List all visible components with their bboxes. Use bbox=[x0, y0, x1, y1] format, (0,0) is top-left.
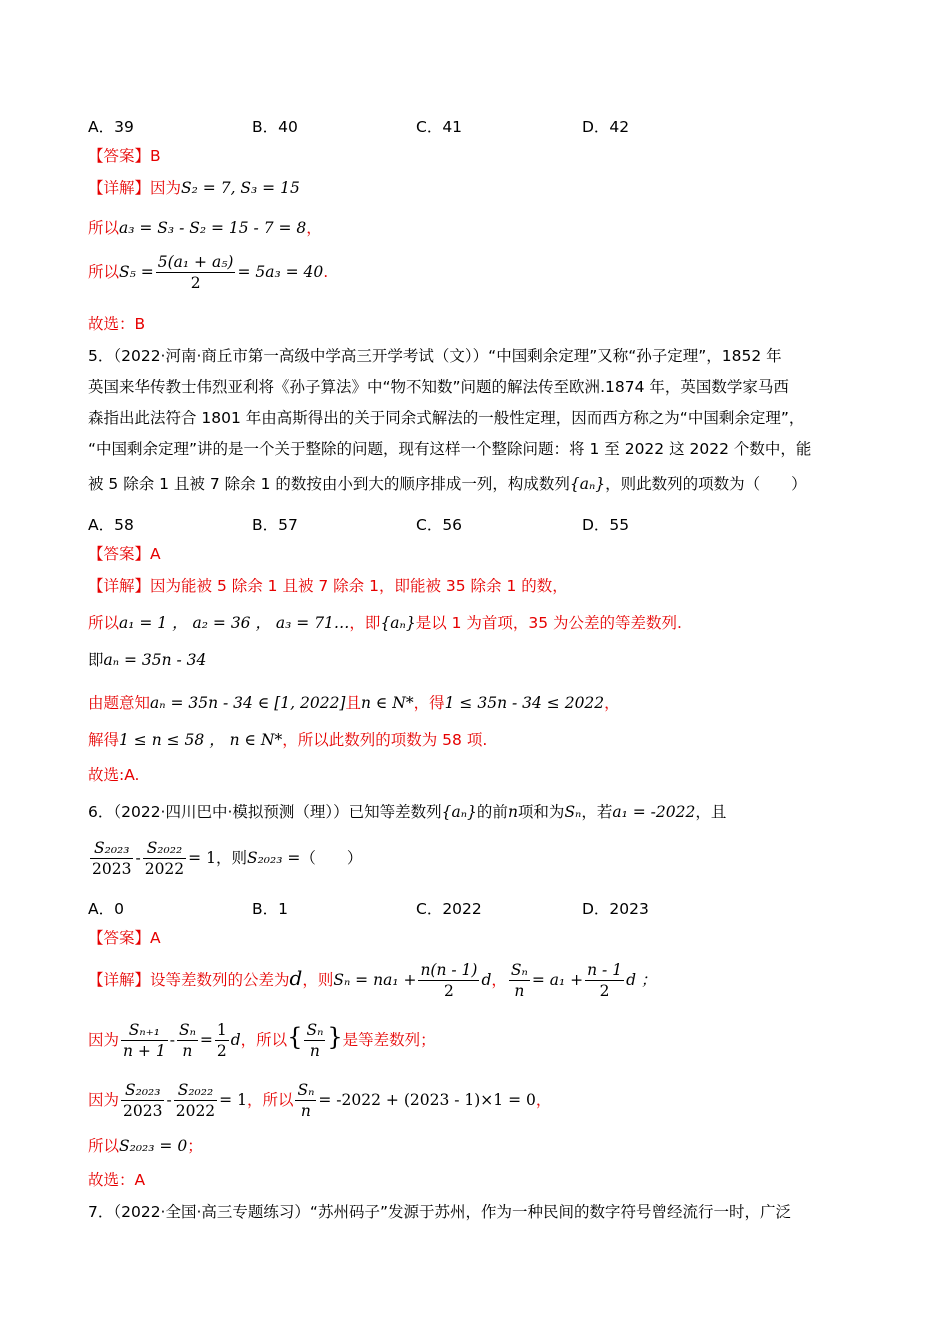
q5-l2-math2: {aₙ} bbox=[380, 614, 416, 632]
q6-d2-d: d bbox=[230, 1031, 241, 1049]
q5-detail-label: 【详解】 bbox=[88, 577, 151, 595]
q5-choice: 故选:A. bbox=[88, 766, 140, 784]
q6-option-a: A．0 bbox=[88, 900, 124, 918]
q6-d3-fraction-2 bbox=[174, 1080, 217, 1121]
q4-line3-lhs: S₅ = bbox=[119, 263, 154, 281]
q6-d1-fraction-3 bbox=[585, 960, 624, 1001]
q6-d2-fraction-1 bbox=[121, 1020, 168, 1061]
q6-options bbox=[88, 897, 848, 917]
q6-d2-f1-den: n + 1 bbox=[123, 1042, 166, 1060]
q6-d3-rhs: = -2022 + (2023 - 1)×1 = 0 bbox=[318, 1091, 536, 1109]
q6-d2-suffix: 是等差数列； bbox=[342, 1031, 436, 1049]
q4-line3-prefix: 所以 bbox=[88, 263, 120, 281]
q6-d1-f3-den: 2 bbox=[599, 982, 610, 1000]
q6-d3-fraction-1 bbox=[121, 1080, 164, 1121]
q6-detail-line-2 bbox=[88, 1020, 436, 1061]
q5-stem-line-5 bbox=[88, 474, 807, 494]
q6-d2-brace-close: } bbox=[327, 1023, 343, 1051]
q6-d2-eq: = bbox=[199, 1031, 213, 1049]
q6-stem-line-1 bbox=[88, 802, 726, 822]
q5-detail-line-5 bbox=[88, 730, 487, 750]
q6-d1-f2-den: n bbox=[514, 982, 525, 1000]
q5-l2-suffix: 是以 1 为首项，35 为公差的等差数列. bbox=[415, 614, 682, 632]
q6-d3-mid: ，所以 bbox=[246, 1091, 294, 1109]
q6-d1-mid: ，则 bbox=[302, 971, 334, 989]
q6-d3-f2-den: 2022 bbox=[175, 1102, 216, 1120]
q6-d4-suffix: ； bbox=[187, 1137, 203, 1155]
q5-l4-prefix: 由题意知 bbox=[88, 694, 151, 712]
q6-d1-math: Sₙ = na₁ + bbox=[333, 971, 417, 989]
q6-option-d: D．2023 bbox=[582, 900, 649, 918]
q6-detail-line-1 bbox=[88, 960, 656, 1001]
q5-l5-suffix: ，所以此数列的项数为 58 项. bbox=[282, 731, 488, 749]
q5-l2-math: a₁ = 1 ， a₂ = 36 ， a₃ = 71… bbox=[119, 614, 350, 632]
q6-d2-prefix: 因为 bbox=[88, 1031, 120, 1049]
q6-stem-l1-sn: Sₙ bbox=[564, 803, 582, 821]
q6-option-c: C．2022 bbox=[416, 900, 482, 918]
q6-stem-l1a: 6．（2022·四川巴中·模拟预测（理））已知等差数列 bbox=[88, 803, 442, 821]
q6-stem-l2c: （ ） bbox=[300, 849, 363, 867]
q6-d1-math-end: d bbox=[481, 971, 492, 989]
q5-detail-text: 因为能被 5 除余 1 且被 7 除余 1，即能被 35 除余 1 的数， bbox=[150, 577, 568, 595]
q4-line3-den: 2 bbox=[190, 274, 201, 292]
q6-d3-f1-num: S₂₀₂₃ bbox=[121, 1080, 164, 1101]
q4-line2-suffix: ， bbox=[306, 219, 322, 237]
q6-stem-l1e: ，且 bbox=[695, 803, 727, 821]
q6-stem-f2-den: 2022 bbox=[144, 860, 185, 878]
q5-l5-math: 1 ≤ n ≤ 58 ， n ∈ N* bbox=[119, 731, 283, 749]
q6-d2-f1-num: Sₙ₊₁ bbox=[121, 1020, 168, 1041]
q6-stem-l1d: ，若 bbox=[581, 803, 613, 821]
q6-d2-brace-open: { bbox=[287, 1023, 303, 1051]
q7-stem-line-1: 7．（2022·全国·高三专题练习）“苏州码子”发源于苏州，作为一种民间的数字符号曾经流行一时，广泛 bbox=[88, 1203, 791, 1221]
q4-choice: 故选：B bbox=[88, 315, 146, 333]
q5-detail-line-2 bbox=[88, 613, 682, 633]
q6-d2-set-num: Sₙ bbox=[306, 1021, 324, 1039]
q4-answer: 【答案】B bbox=[88, 147, 161, 165]
q6-stem-fraction-1 bbox=[90, 838, 133, 879]
q6-detail-line-4 bbox=[88, 1136, 203, 1156]
q5-stem-l5b: ，则此数列的项数为（ ） bbox=[605, 475, 807, 493]
q5-l2-prefix: 所以 bbox=[88, 614, 120, 632]
q5-l4-math: aₙ = 35n - 34 ∈ [1, 2022] bbox=[150, 694, 346, 712]
q6-d3-prefix: 因为 bbox=[88, 1091, 120, 1109]
q6-d2-mid: ，所以 bbox=[240, 1031, 288, 1049]
q5-option-b: B．57 bbox=[252, 516, 298, 534]
q4-line2-prefix: 所以 bbox=[88, 219, 120, 237]
q6-option-b: B．1 bbox=[252, 900, 288, 918]
q6-stem-f1-num: S₂₀₂₃ bbox=[90, 838, 133, 859]
q4-line3-rhs: = 5a₃ = 40 bbox=[237, 263, 324, 281]
q6-d1-f-num: n(n - 1) bbox=[420, 961, 478, 979]
q6-d2-f2-num: Sₙ bbox=[178, 1021, 196, 1039]
q4-option-c: C．41 bbox=[416, 118, 463, 136]
q6-stem-eq: = 1 bbox=[188, 849, 216, 867]
q5-detail-line-4 bbox=[88, 693, 620, 713]
q5-l3-prefix: 即 bbox=[88, 651, 104, 669]
q5-l4-suffix: ， bbox=[604, 694, 620, 712]
q6-stem-l1-math2: a₁ = -2022 bbox=[612, 803, 696, 821]
q6-d4-math: S₂₀₂₃ = 0 bbox=[119, 1137, 188, 1155]
q6-stem-fraction-2 bbox=[143, 838, 186, 879]
q5-detail-line-3 bbox=[88, 650, 206, 670]
q6-d2-fraction-3 bbox=[215, 1020, 229, 1061]
q6-answer: 【答案】A bbox=[88, 929, 161, 947]
q4-line3-fraction bbox=[156, 252, 236, 293]
q6-detail-line-3 bbox=[88, 1080, 551, 1121]
q6-d3-f3-den: n bbox=[300, 1102, 311, 1120]
q4-detail-label: 【详解】 bbox=[88, 179, 151, 197]
q5-stem-l5a: 被 5 除余 1 且被 7 除余 1 的数按由小到大的顺序排成一列，构成数列 bbox=[88, 475, 570, 493]
q5-stem-l5-math: {aₙ} bbox=[569, 475, 606, 493]
q6-choice: 故选：A bbox=[88, 1171, 146, 1189]
q6-d1-text: 设等差数列的公差为 bbox=[150, 971, 290, 989]
q6-stem-l1c: 项和为 bbox=[517, 803, 565, 821]
q5-answer: 【答案】A bbox=[88, 545, 161, 563]
q6-d1-f-den: 2 bbox=[444, 982, 454, 1000]
q5-stem-line-2: 英国来华传教士伟烈亚利将《孙子算法》中“物不知数”问题的解法传至欧洲.1874 年，英国数学家马西 bbox=[88, 378, 789, 396]
q5-l4-mid2: ，得 bbox=[413, 694, 445, 712]
q6-d3-eq: = 1 bbox=[219, 1091, 247, 1109]
q5-stem-line-1: 5．（2022·河南·商丘市第一高级中学高三开学考试（文））“中国剩余定理”又称“孙子定理”，1852 年 bbox=[88, 347, 782, 365]
q6-d2-f3-den: 2 bbox=[216, 1042, 227, 1060]
q5-stem-line-3: 森指出此法符合 1801 年由高斯得出的关于同余式解法的一般性定理，因而西方称之为“中国剩余定理”， bbox=[88, 409, 805, 427]
q6-stem-l1b: 的前 bbox=[476, 803, 508, 821]
q4-detail-line-3 bbox=[88, 252, 328, 293]
q4-line2-math: a₃ = S₃ - S₂ = 15 - 7 = 8 bbox=[119, 219, 307, 237]
q6-d1-math2: = a₁ + bbox=[531, 971, 584, 989]
q5-l4-mid: 且 bbox=[345, 694, 361, 712]
q5-l4-math3: 1 ≤ 35n - 34 ≤ 2022 bbox=[444, 694, 605, 712]
q4-option-d: D．42 bbox=[582, 118, 630, 136]
q5-detail-line-1 bbox=[88, 576, 568, 596]
q6-d3-f3-num: Sₙ bbox=[297, 1081, 315, 1099]
q6-d1-d: d bbox=[289, 966, 303, 990]
q6-stem-minus: - bbox=[135, 849, 141, 867]
q6-d2-fraction-2 bbox=[177, 1020, 198, 1061]
q4-options bbox=[88, 115, 848, 135]
q6-d2-f3-num: 1 bbox=[216, 1021, 227, 1039]
q6-d3-minus: - bbox=[166, 1091, 172, 1109]
q4-option-a: A．39 bbox=[88, 118, 134, 136]
q6-d2-f2-den: n bbox=[182, 1042, 193, 1060]
q4-detail-line-2 bbox=[88, 218, 322, 238]
q6-d3-f2-num: S₂₀₂₂ bbox=[174, 1080, 217, 1101]
q5-options bbox=[88, 513, 848, 533]
q6-d1-f3-num: n - 1 bbox=[587, 961, 623, 979]
q6-d3-f1-den: 2023 bbox=[123, 1102, 163, 1120]
q5-option-c: C．56 bbox=[416, 516, 463, 534]
q6-d1-fraction-2 bbox=[509, 960, 530, 1001]
q6-d1-end: d ； bbox=[626, 971, 657, 989]
q5-l5-prefix: 解得 bbox=[88, 731, 120, 749]
q6-stem-f1-den: 2023 bbox=[92, 860, 132, 878]
q6-stem-line-2 bbox=[88, 838, 362, 879]
q5-option-d: D．55 bbox=[582, 516, 630, 534]
q6-d2-minus: - bbox=[169, 1031, 175, 1049]
q4-detail-line-1 bbox=[88, 178, 300, 198]
q4-detail-text: 因为 bbox=[150, 179, 182, 197]
q5-option-a: A．58 bbox=[88, 516, 134, 534]
q4-detail-math-1: S₂ = 7, S₃ = 15 bbox=[181, 179, 300, 197]
q5-stem-line-4: “中国剩余定理”讲的是一个关于整除的问题，现有这样一个整除问题：将 1 至 2022 这 2022 个数中，能 bbox=[88, 440, 812, 458]
q6-stem-l2-math: S₂₀₂₃ = bbox=[246, 849, 301, 867]
q5-l4-math2: n ∈ N* bbox=[361, 694, 414, 712]
q5-l2-mid: ，即 bbox=[349, 614, 381, 632]
q6-d3-suffix: ， bbox=[535, 1091, 552, 1109]
q6-d1-f2-num: Sₙ bbox=[510, 961, 528, 979]
q4-line3-suffix: . bbox=[323, 263, 329, 281]
q6-d1-fraction-1 bbox=[418, 960, 479, 1001]
q6-d2-set-fraction bbox=[304, 1020, 325, 1061]
q4-line3-num: 5(a₁ + a₅) bbox=[157, 253, 234, 271]
q6-stem-f2-num: S₂₀₂₂ bbox=[143, 838, 186, 859]
q5-l3-math: aₙ = 35n - 34 bbox=[103, 651, 207, 669]
q6-d2-set-den: n bbox=[309, 1042, 320, 1060]
q6-stem-l1-math: {aₙ} bbox=[441, 803, 477, 821]
q4-option-b: B．40 bbox=[252, 118, 298, 136]
q6-stem-l2b: ，则 bbox=[215, 849, 247, 867]
q6-d3-fraction-3 bbox=[295, 1080, 316, 1121]
q6-d1-mid2: ， bbox=[491, 971, 507, 989]
q6-detail-label: 【详解】 bbox=[88, 971, 151, 989]
q6-d4-prefix: 所以 bbox=[88, 1137, 120, 1155]
q6-stem-l1-n: n bbox=[507, 803, 518, 821]
